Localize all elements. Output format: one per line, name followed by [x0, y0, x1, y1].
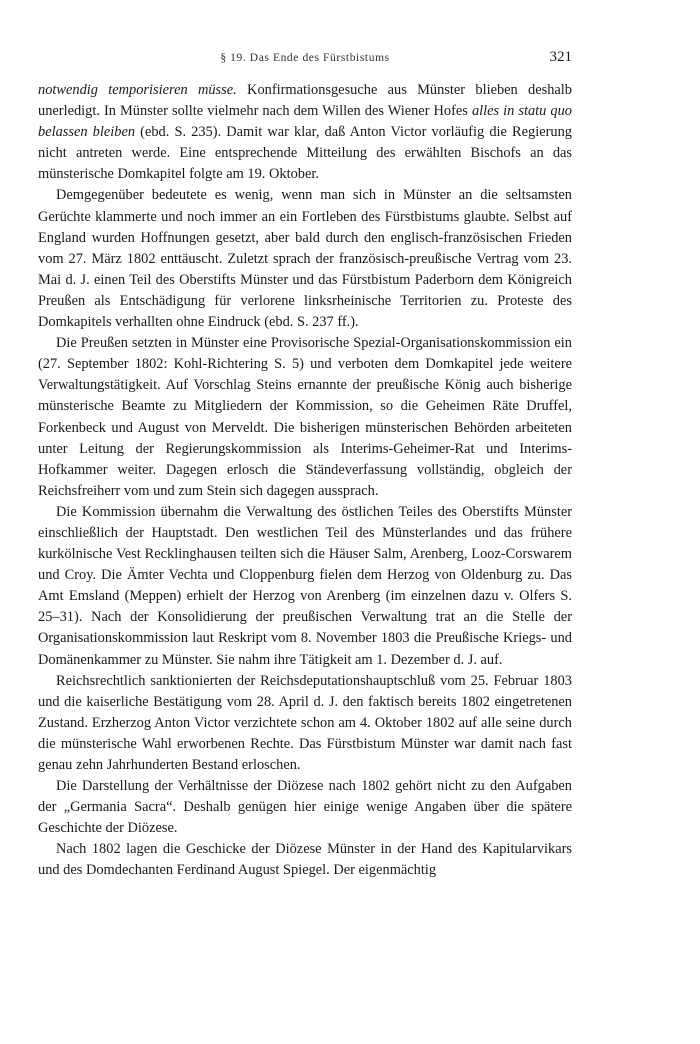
page-number: 321 — [549, 49, 572, 65]
paragraph-4: Die Kommission übernahm die Verwaltung des östlichen Teiles des Oberstifts Münster einschließlich der Hauptstadt. Den westlichen Teil des Münsterlandes und das frühere kurkölnische Vest Recklinghausen teilten sich die Häuser Salm, Arenberg, Looz-Corswarem und Croy. Die Ämter Vechta und Cloppenburg fielen dem Herzog von Oldenburg zu. Das Amt Emsland (Meppen) erhielt der Herzog von Arenberg (im einzelnen dazu v. Olfers S. 25–31). Nach der Konsolidierung der preußischen Verwaltung trat an die Stelle der Organisationskommission laut Reskript vom 8. November 1803 die Preußische Kriegs- und Domänenkammer zu Münster. Sie nahm ihre Tätigkeit am 1. Dezember d. J. auf. — [38, 503, 572, 668]
paragraph-text: (ebd. S. 235). Damit war klar, daß Anton Victor vorläufig die Regierung nicht antreten werde. Eine entsprechende Mitteilung des erwählten Bischofs an das münsterische Domkapitel folgte am 19. Oktober. — [38, 124, 573, 183]
paragraph-5: Reichsrechtlich sanktionierten der Reichsdeputationshauptschluß vom 25. Februar 1803 und die kaiserliche Bestätigung vom 28. April d. J. den faktisch bereits 1802 eingetretenen Zustand. Erzherzog Anton Victor verzichtete schon am 4. Oktober 1802 auf alle seine durch die münsterische Wahl erworbenen Rechte. Das Fürstbistum Münster war damit nach fast genau zehn Jahrhunderten Bestand erloschen. — [38, 672, 572, 773]
italic-phrase: alles in statu quo belassen bleiben — [38, 103, 572, 141]
paragraph-1 — [38, 80, 572, 185]
body-text — [38, 80, 572, 882]
running-head-title: § 19. Das Ende des Fürstbistums — [220, 52, 390, 64]
italic-phrase: notwendig temporisieren müsse. — [38, 82, 237, 98]
paragraph-2: Demgegenüber bedeutete es wenig, wenn man sich in Münster an die seltsamsten Gerüchte klammerte und noch immer an ein Fortleben des Fürstbistums glaubte. Selbst auf England wurden Hoffnungen gesetzt, aber bald durch den englisch-französischen Frieden vom 27. März 1802 enttäuscht. Zuletzt sprach der französisch-preußische Vertrag vom 23. Mai d. J. einen Teil des Oberstifts Münster und das Fürstbistum Paderborn dem Königreich Preußen als Entschädigung für verlorene linksrheinische Territorien zu. Proteste des Domkapitels verhallten ohne Eindruck (ebd. S. 237 ff.). — [38, 187, 572, 331]
running-head — [38, 49, 572, 74]
paragraph-3: Die Preußen setzten in Münster eine Provisorische Spezial-Organisationskommission ein (27. September 1802: Kohl-Richtering S. 5) und verboten dem Domkapitel jede weitere Verwaltungstätigkeit. Auf Vorschlag Steins ernannte der preußische König auch bisherige münsterische Beamte zu Mitgliedern der Kommission, so die Geheimen Räte Druffel, Forkenbeck und August von Merveldt. Die bisherigen münsterischen Behörden arbeiteten unter Leitung der Regierungskommission als Interims-Geheimer-Rat und Interims-Hofkammer weiter. Dagegen erlosch die Ständeverfassung vollständig, obgleich der Reichsfreiherr vom und zum Stein sich dagegen aussprach. — [38, 335, 572, 499]
paragraph-6: Die Darstellung der Verhältnisse der Diözese nach 1802 gehört nicht zu den Aufgaben der „Germania Sacra“. Deshalb genügen hier einige wenige Angaben über die spätere Geschichte der Diözese. — [38, 778, 572, 837]
paragraph-7: Nach 1802 lagen die Geschicke der Diözese Münster in der Hand des Kapitularvikars und des Domdechanten Ferdinand August Spiegel. Der eigenmächtig — [38, 841, 572, 879]
paragraph-text: Konfirmationsgesuche aus Münster blieben deshalb unerledigt. In Münster sollte vielmehr nach dem Willen des Wiener Hofes — [38, 82, 572, 120]
